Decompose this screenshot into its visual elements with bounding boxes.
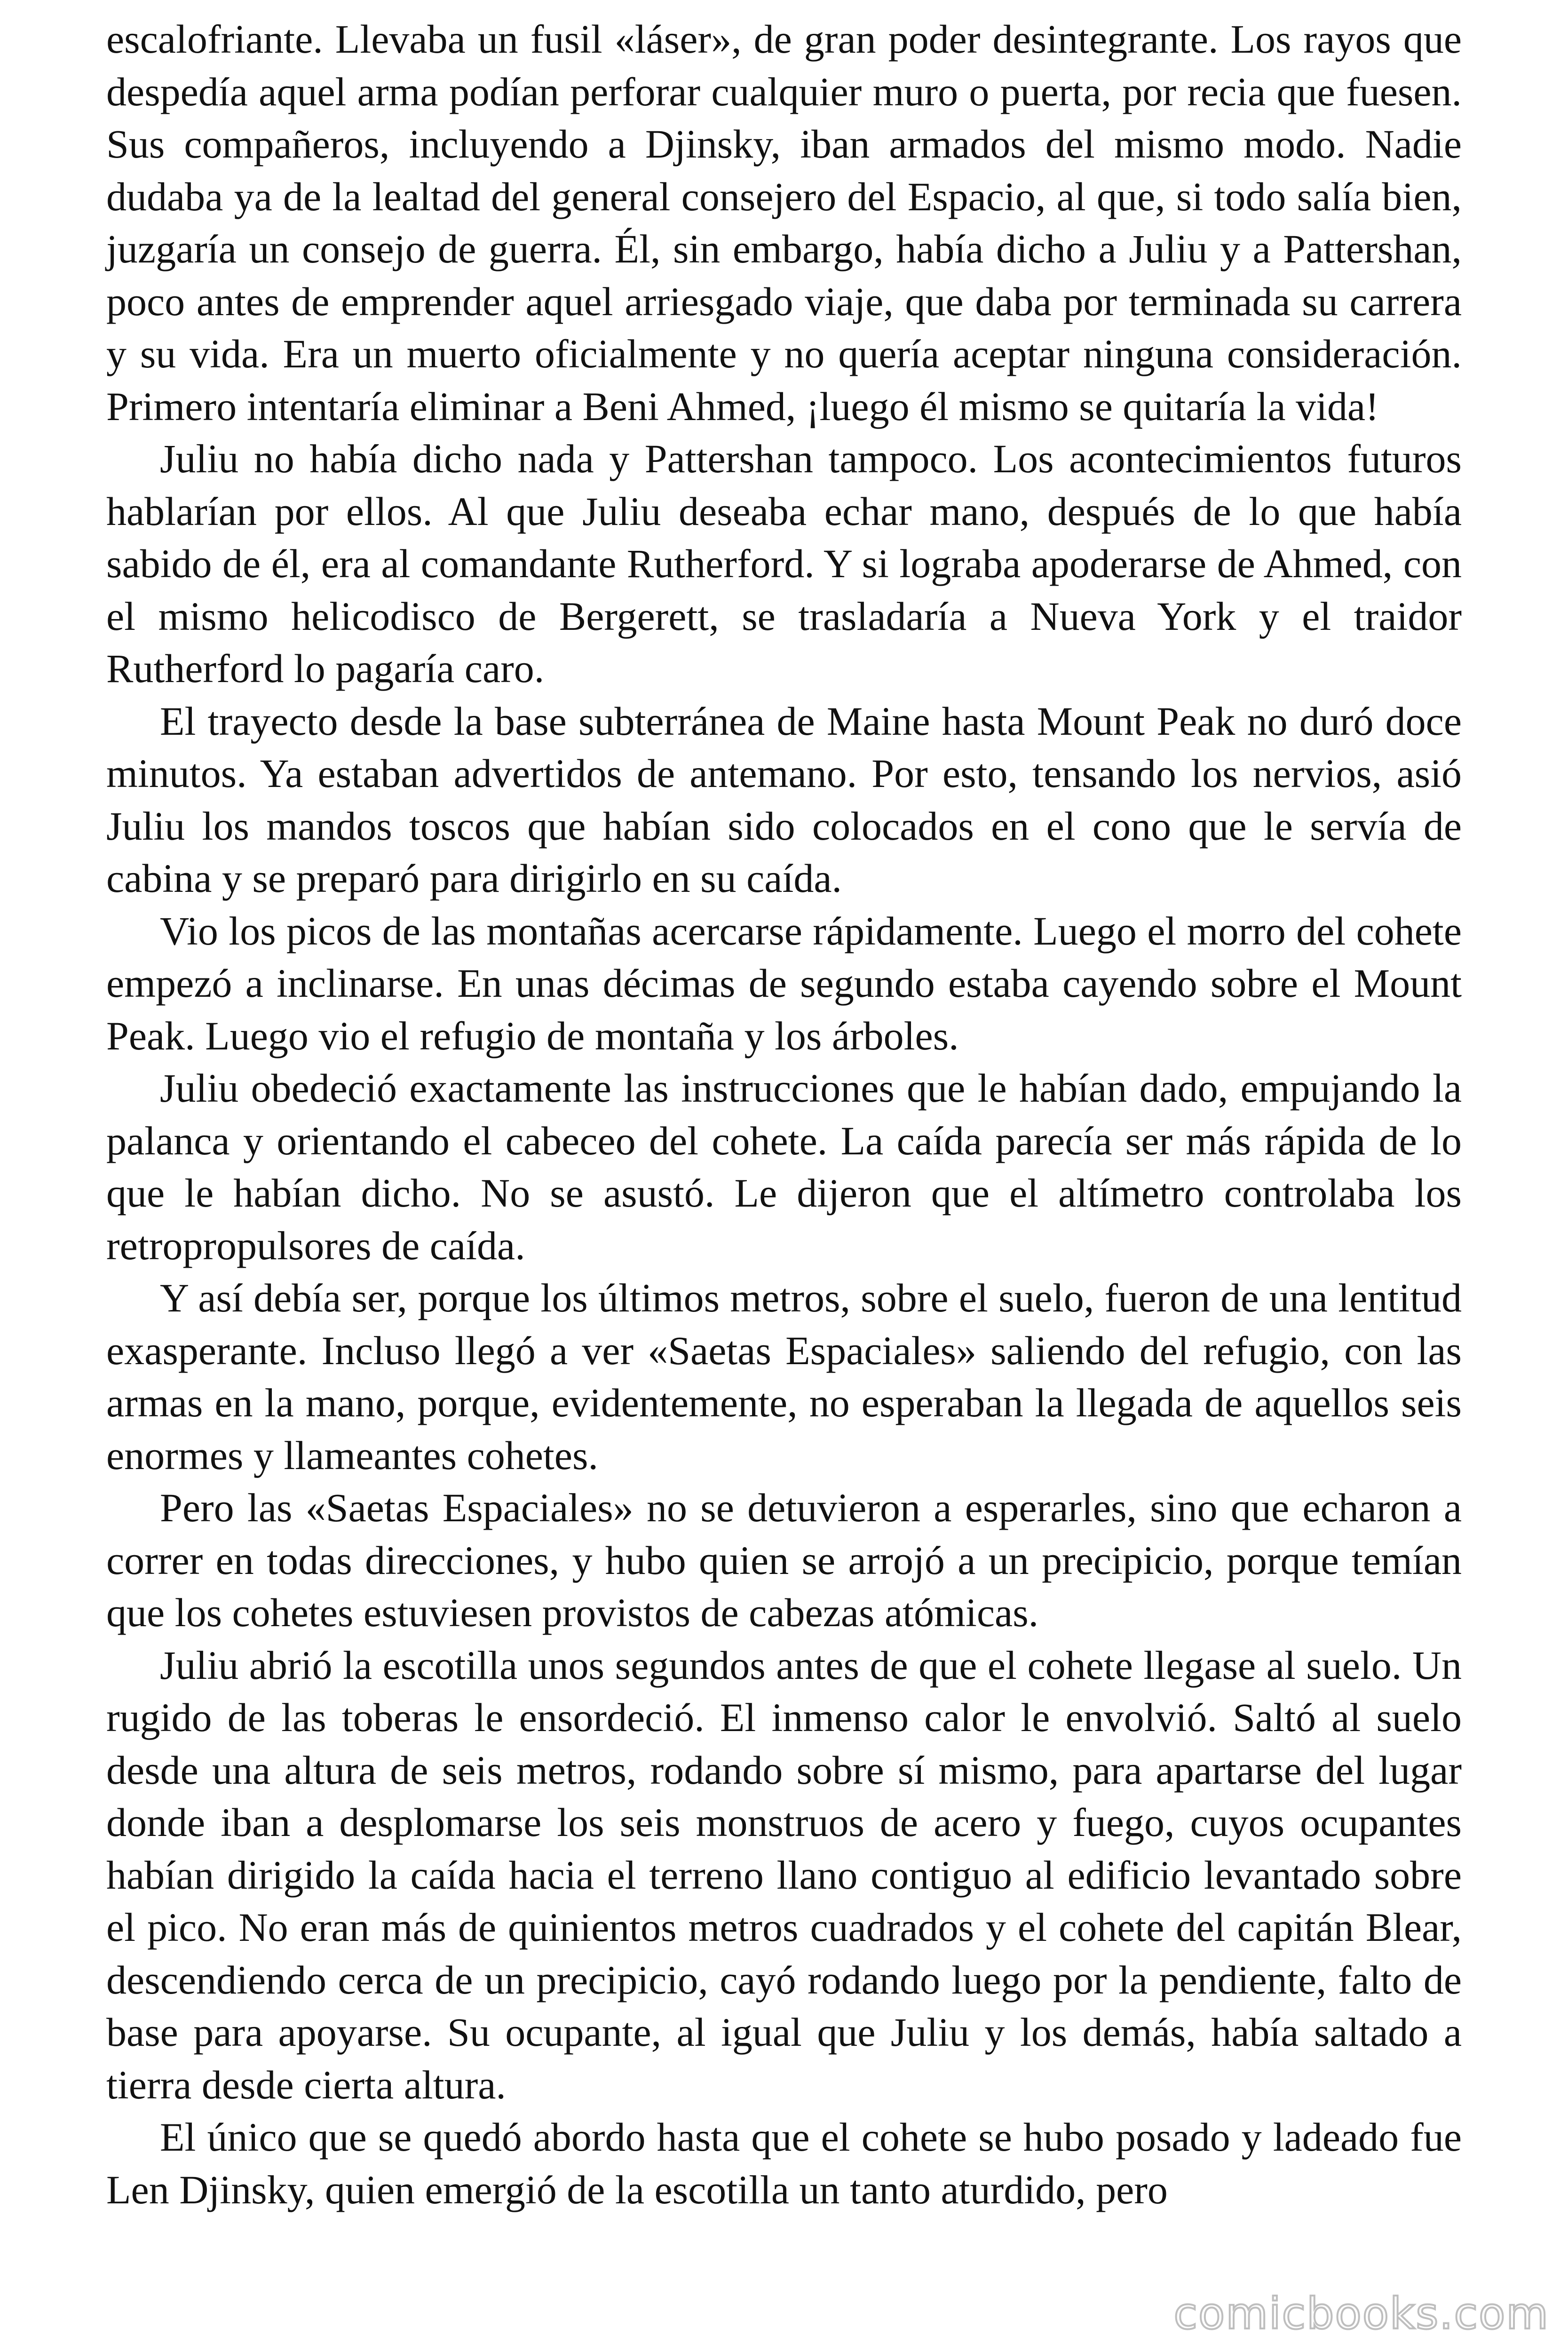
paragraph-1: escalofriante. Llevaba un fusil «láser», de gran poder desintegrante. Los rayos que despedía aquel arma podían perforar cualquier muro o puerta, por recia que fuesen. Sus compañeros, incluyendo a Djinsky, iban armados del mismo modo. Nadie dudaba ya de la lealtad del general consejero del Espacio, al que, si todo salía bien, juzgaría un consejo de guerra. Él, sin embargo, había dicho a Juliu y a Pattershan, poco antes de emprender aquel arriesgado viaje, que daba por terminada su carrera y su vida. Era un muerto oficialmente y no quería aceptar ninguna consideración. Primero intentaría eliminar a Beni Ahmed, ¡luego él mismo se quitaría la vida! bbox=[106, 16, 1462, 429]
paragraph-6: Y así debía ser, porque los últimos metros, sobre el suelo, fueron de una lentitud exasperante. Incluso llegó a ver «Saetas Espaciales» saliendo del refugio, con las armas en la mano, porque, evidentemente, no esperaban la llegada de aquellos seis enormes y llameantes cohetes. bbox=[106, 1275, 1462, 1478]
paragraph-5: Juliu obedeció exactamente las instrucciones que le habían dado, empujando la palanca y orientando el cabeceo del cohete. La caída parecía ser más rápida de lo que le habían dicho. No se asustó. Le dijeron que el altímetro controlaba los retropropulsores de caída. bbox=[106, 1065, 1462, 1268]
paragraph-3: El trayecto desde la base subterránea de Maine hasta Mount Peak no duró doce minutos. Ya estaban advertidos de antemano. Por esto, tensando los nervios, asió Juliu los mandos toscos que habían sido colocados en el cono que le servía de cabina y se preparó para dirigirlo en su caída. bbox=[106, 698, 1462, 901]
paragraph-7: Pero las «Saetas Espaciales» no se detuvieron a esperarles, sino que echaron a correr en todas direcciones, y hubo quien se arrojó a un precipicio, porque temían que los cohetes estuviesen provistos de cabezas atómicas. bbox=[106, 1485, 1462, 1635]
page-body-text bbox=[106, 13, 1462, 2216]
paragraph-4: Vio los picos de las montañas acercarse rápidamente. Luego el morro del cohete empezó a inclinarse. En unas décimas de segundo estaba cayendo sobre el Mount Peak. Luego vio el refugio de montaña y los árboles. bbox=[106, 908, 1462, 1058]
paragraph-9: El único que se quedó abordo hasta que el cohete se hubo posado y ladeado fue Len Djinsky, quien emergió de la escotilla un tanto aturdido, pero bbox=[106, 2114, 1462, 2212]
paragraph-8: Juliu abrió la escotilla unos segundos antes de que el cohete llegase al suelo. Un rugido de las toberas le ensordeció. El inmenso calor le envolvió. Saltó al suelo desde una altura de seis metros, rodando sobre sí mismo, para apartarse del lugar donde iban a desplomarse los seis monstruos de acero y fuego, cuyos ocupantes habían dirigido la caída hacia el terreno llano contiguo al edificio levantado sobre el pico. No eran más de quinientos metros cuadrados y el cohete del capitán Blear, descendiendo cerca de un precipicio, cayó rodando luego por la pendiente, falto de base para apoyarse. Su ocupante, al igual que Juliu y los demás, había saltado a tierra desde cierta altura. bbox=[106, 1642, 1462, 2107]
paragraph-2: Juliu no había dicho nada y Pattershan tampoco. Los acontecimientos futuros hablarían por ellos. Al que Juliu deseaba echar mano, después de lo que había sabido de él, era al comandante Rutherford. Y si lograba apoderarse de Ahmed, con el mismo helicodisco de Bergerett, se trasladaría a Nueva York y el traidor Rutherford lo pagaría caro. bbox=[106, 436, 1462, 691]
watermark-logo: comicbooks.com bbox=[1173, 2288, 1549, 2339]
